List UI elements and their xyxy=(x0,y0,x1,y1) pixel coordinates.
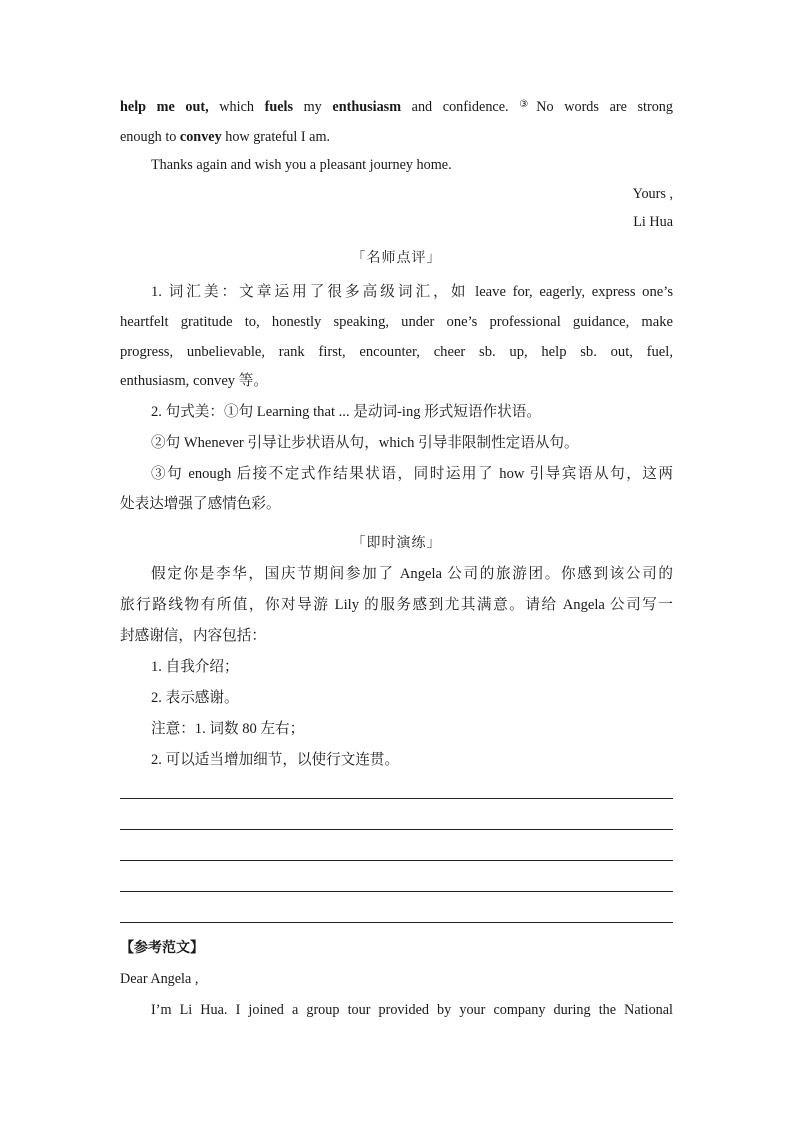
word-enthusiasm: enthusiasm xyxy=(332,99,402,115)
text-how-grateful: how grateful I am. xyxy=(221,129,331,145)
practice-note-2: 2. 可以适当增加细节，以使行文连贯。 xyxy=(151,752,400,768)
practice-heading: 「即时演练」 xyxy=(351,535,442,551)
review-heading: 「名师点评」 xyxy=(351,250,442,266)
word-convey: convey xyxy=(179,129,222,145)
sample-first-line: I’m Li Hua. I joined a group tour provided by your company during the National xyxy=(151,1002,673,1018)
review-vocab-line-2: heartfelt gratitude to, honestly speaking, under one’s professional guidance, make xyxy=(120,314,673,330)
answer-line-2[interactable] xyxy=(120,829,673,830)
review-syntax-line-4: 处表达增强了感情色彩。 xyxy=(120,496,281,512)
practice-prompt-line-3: 封感谢信，内容包括： xyxy=(120,628,266,644)
review-syntax-line-2: ②句 Whenever 引导让步状语从句，which 引导非限制性定语从句。 xyxy=(151,435,579,451)
sample-heading: 【参考范文】 xyxy=(120,940,204,956)
text-my: my xyxy=(293,99,333,115)
practice-item-1: 1. 自我介绍； xyxy=(151,659,239,675)
word-fuels: fuels xyxy=(264,99,293,115)
answer-line-1[interactable] xyxy=(120,798,673,799)
text-no-words: No words are strong xyxy=(536,99,673,115)
review-vocab-line-3: progress, unbelievable, rank first, encounter, cheer sb. up, help sb. out, fuel, xyxy=(120,344,673,360)
answer-line-4[interactable] xyxy=(120,891,673,892)
answer-line-5[interactable] xyxy=(120,922,673,923)
text-enough-to: enough to xyxy=(120,129,180,145)
letter-thanks: Thanks again and wish you a pleasant journey home. xyxy=(151,157,452,173)
sentence-marker-3: ③ xyxy=(519,99,536,110)
practice-item-2: 2. 表示感谢。 xyxy=(151,690,239,706)
review-vocab-line-1: 1. 词汇美：文章运用了很多高级词汇，如 leave for, eagerly, express one’s xyxy=(151,284,673,300)
phrase-help-me-out: help me out, xyxy=(120,99,209,115)
letter-closing: Yours , xyxy=(632,186,673,202)
practice-prompt-line-1: 假定你是李华，国庆节期间参加了 Angela 公司的旅游团。你感到该公司的 xyxy=(151,566,673,582)
review-vocab-line-4: enthusiasm, convey 等。 xyxy=(120,373,268,389)
sample-salutation: Dear Angela , xyxy=(120,971,199,987)
text-and-confidence: and confidence. xyxy=(401,99,520,115)
answer-line-3[interactable] xyxy=(120,860,673,861)
letter-line-1 xyxy=(120,97,673,119)
practice-note-1: 注意：1. 词数 80 左右； xyxy=(151,721,305,737)
letter-signature: Li Hua xyxy=(633,214,673,230)
review-syntax-line-1: 2. 句式美：①句 Learning that ... 是动词-ing 形式短语作状语。 xyxy=(151,404,541,420)
text-which: which xyxy=(208,99,265,115)
practice-prompt-line-2: 旅行路线物有所值，你对导游 Lily 的服务感到尤其满意。请给 Angela 公司写一 xyxy=(120,597,673,613)
review-syntax-line-3: ③句 enough 后接不定式作结果状语，同时运用了 how 引导宾语从句，这两 xyxy=(151,466,673,482)
letter-line-2 xyxy=(120,127,673,147)
